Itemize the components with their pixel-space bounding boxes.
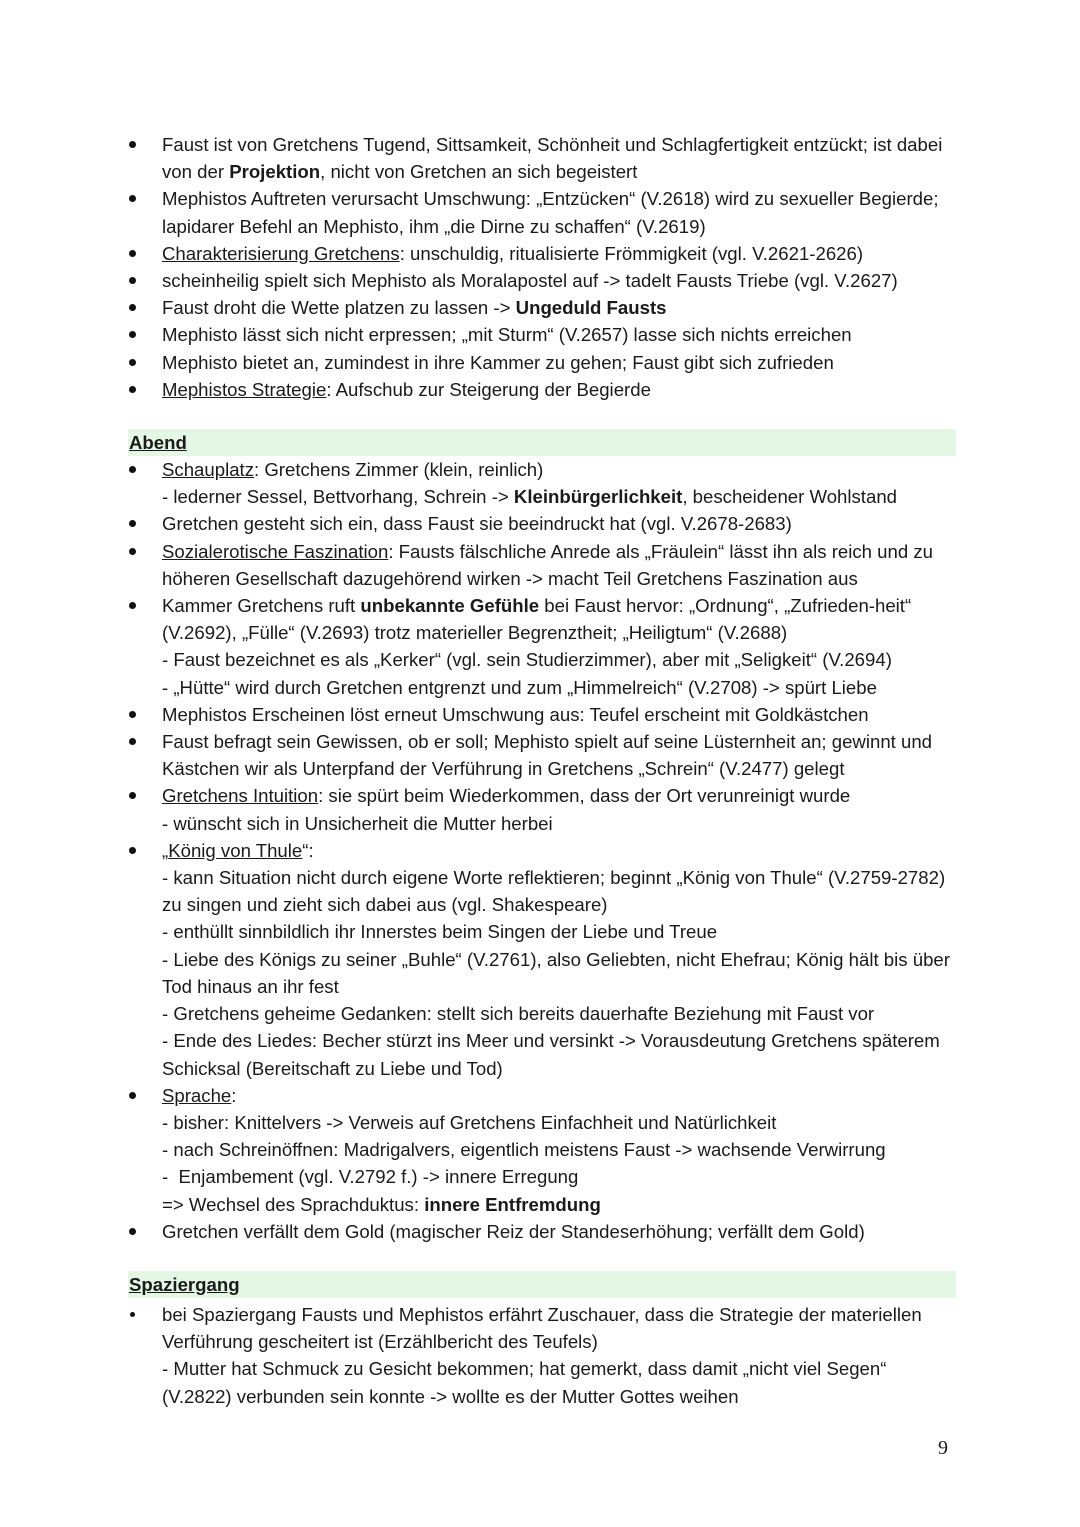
list-item: Mephistos Auftreten verursacht Umschwung: „Entzücken“ (V.2618) wird zu sexueller Begierde; lapidarer Befehl an Mephisto, ihm „die Dirne zu schaffen“ (V.2619) [128, 185, 956, 239]
list-item: Sprache: - bisher: Knittelvers -> Verweis auf Gretchens Einfachheit und Natürlichkeit - nach Schreinöffnen: Madrigalvers, eigentlich meistens Faust -> wachsende Verwirrung - Enjambement (vgl. V.2792 f.) -> innere Erregung => Wechsel des Sprachduktus: innere Entfremdung [128, 1082, 956, 1218]
bullet-list-intro [128, 131, 956, 403]
list-item: Gretchens Intuition: sie spürt beim Wiederkommen, dass der Ort verunreinigt wurde - wünscht sich in Unsicherheit die Mutter herbei [128, 782, 956, 836]
list-item: Kammer Gretchens ruft unbekannte Gefühle bei Faust hervor: „Ordnung“, „Zufrieden-heit“ (V.2692), „Fülle“ (V.2693) trotz materieller Begrenztheit; „Heiligtum“ (V.2688) - Faust bezeichnet es als „Kerker“ (vgl. sein Studierzimmer), aber mit „Seligkeit“ (V.2694) - „Hütte“ wird durch Gretchen entgrenzt und zum „Himmelreich“ (V.2708) -> spürt Liebe [128, 592, 956, 701]
list-item: Mephisto lässt sich nicht erpressen; „mit Sturm“ (V.2657) lasse sich nichts erreichen [128, 321, 956, 348]
underlined-term: Schauplatz [162, 459, 254, 481]
list-item: Mephistos Erscheinen löst erneut Umschwung aus: Teufel erscheint mit Goldkästchen [128, 701, 956, 728]
underlined-term: König von Thule [168, 839, 303, 861]
bold-term: innere Entfremdung [424, 1193, 601, 1215]
list-item: Sozialerotische Faszination: Fausts fälschliche Anrede als „Fräulein“ lässt ihn als reich und zu höheren Gesellschaft dazugehörend wirken -> macht Teil Gretchens Faszination aus [128, 538, 956, 592]
list-item: Charakterisierung Gretchens: unschuldig, ritualisierte Frömmigkeit (vgl. V.2621-2626) [128, 240, 956, 267]
bold-term: Ungeduld Fausts [515, 297, 667, 319]
section-spacer [128, 403, 956, 429]
list-item: scheinheilig spielt sich Mephisto als Moralapostel auf -> tadelt Fausts Triebe (vgl. V.2627) [128, 267, 956, 294]
list-item: Faust droht die Wette platzen zu lassen -> Ungeduld Fausts [128, 294, 956, 321]
page-number: 9 [938, 1437, 948, 1459]
bullet-list-spaziergang [128, 1301, 956, 1410]
list-item: Schauplatz: Gretchens Zimmer (klein, reinlich) - lederner Sessel, Bettvorhang, Schrein -> Kleinbürgerlichkeit, bescheidener Wohlstand [128, 456, 956, 510]
list-item: „König von Thule“: - kann Situation nicht durch eigene Worte reflektieren; beginnt „König von Thule“ (V.2759-2782) zu singen und zieht sich dabei aus (vgl. Shakespeare) - enthüllt sinnbildlich ihr Innerstes beim Singen der Liebe und Treue - Liebe des Königs zu seiner „Buhle“ (V.2761), also Geliebten, nicht Ehefrau; König hält bis über Tod hinaus an ihr fest - Gretchens geheime Gedanken: stellt sich bereits dauerhafte Beziehung mit Faust vor - Ende des Liedes: Becher stürzt ins Meer und versinkt -> Vorausdeutung Gretchens späterem Schicksal (Bereitschaft zu Liebe und Tod) [128, 837, 956, 1082]
bullet-list-abend [128, 456, 956, 1245]
list-item: Mephistos Strategie: Aufschub zur Steigerung der Begierde [128, 376, 956, 403]
bold-term: Projektion [229, 161, 321, 183]
section-spacer [128, 1245, 956, 1271]
bold-term: Kleinbürgerlichkeit [513, 486, 683, 508]
underlined-term: Sprache [162, 1084, 232, 1106]
underlined-term: Charakterisierung Gretchens [162, 242, 400, 264]
list-item: Gretchen gesteht sich ein, dass Faust sie beeindruckt hat (vgl. V.2678-2683) [128, 510, 956, 537]
list-item: Gretchen verfällt dem Gold (magischer Reiz der Standeserhöhung; verfällt dem Gold) [128, 1218, 956, 1245]
underlined-term: Mephistos Strategie [162, 378, 327, 400]
bold-term: unbekannte Gefühle [360, 595, 540, 617]
underlined-term: Sozialerotische Faszination [162, 540, 389, 562]
list-item: Faust befragt sein Gewissen, ob er soll; Mephisto spielt auf seine Lüsternheit an; gewinnt und Kästchen wir als Unterpfand der Verführung in Gretchens „Schrein“ (V.2477) gelegt [128, 728, 956, 782]
list-item: Faust ist von Gretchens Tugend, Sittsamkeit, Schönheit und Schlagfertigkeit entzückt; ist dabei von der Projektion, nicht von Gretchen an sich begeistert [128, 131, 956, 185]
section-heading-spaziergang: Spaziergang [128, 1271, 956, 1298]
page-content [128, 131, 956, 1410]
list-item: bei Spaziergang Fausts und Mephistos erfährt Zuschauer, dass die Strategie der materiellen Verführung gescheitert ist (Erzählbericht des Teufels) - Mutter hat Schmuck zu Gesicht bekommen; hat gemerkt, dass damit „nicht viel Segen“ (V.2822) verbunden sein konnte -> wollte es der Mutter Gottes weihen [128, 1301, 956, 1410]
list-item: Mephisto bietet an, zumindest in ihre Kammer zu gehen; Faust gibt sich zufrieden [128, 349, 956, 376]
underlined-term: Gretchens Intuition [162, 785, 319, 807]
section-heading-abend: Abend [128, 429, 956, 456]
